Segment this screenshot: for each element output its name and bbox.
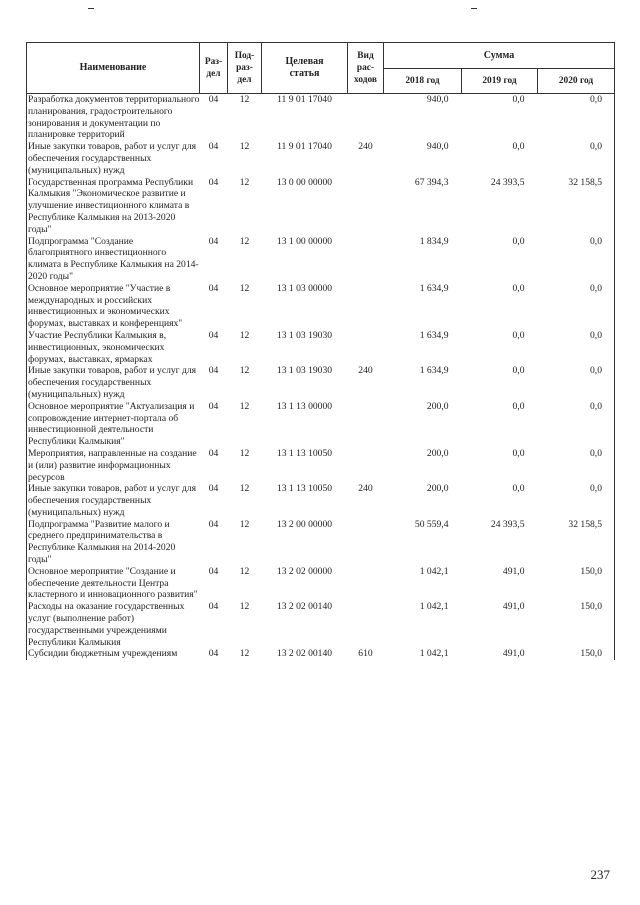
row-sum-2019: 491,0 [502, 565, 525, 577]
row-podrazdel: 12 [239, 518, 250, 530]
row-sum-2020: 0,0 [538, 401, 615, 448]
row-sum-2019: 0,0 [512, 141, 525, 153]
row-podrazdel: 12 [239, 483, 250, 495]
row-name: Основное мероприятие "Участие в международных и российских инвестиционных и экономических форумах, выставках и конференциях" [27, 283, 200, 330]
table-row [27, 483, 615, 518]
row-podrazdel: 12 [239, 282, 250, 294]
header-razdel: Раз-дел [200, 43, 228, 94]
row-podrazdel: 12 [239, 235, 250, 247]
row-name: Подпрограмма "Создание благоприятного инвестиционного климата в Республике Калмыкия на 2014-2020 годы" [28, 235, 199, 282]
row-sum-2020: 150,0 [538, 648, 615, 660]
table-body [27, 94, 615, 661]
row-sum-2018: 200,0 [426, 400, 449, 412]
table-row [27, 519, 615, 566]
row-name: Иные закупки товаров, работ и услуг для обеспечения государственных (муниципальных) нужд [27, 365, 200, 400]
row-sum-2018: 1 042,1 [419, 601, 449, 613]
row-podrazdel: 12 [239, 648, 250, 660]
row-sum-2018: 1 634,9 [419, 329, 449, 341]
table-row [27, 601, 615, 648]
row-sum-2019: 491,0 [502, 648, 525, 660]
row-sum-2018: 200,0 [426, 483, 449, 495]
row-tselevaya: 13 0 00 00000 [276, 176, 333, 188]
table-row [27, 401, 615, 448]
row-sum-2020: 0,0 [538, 236, 615, 283]
row-sum-2018: 67 394,3 [414, 176, 449, 188]
table-row [27, 330, 615, 365]
row-sum-2019: 24 393,5 [490, 518, 525, 530]
table-row [27, 141, 615, 176]
row-name: Государственная программа Республики Калмыкия "Экономическое развитие и улучшение инвестиционного климата в Республике Калмыкия на 2013-2020 годы" [27, 177, 200, 236]
header-summa: Сумма [384, 43, 615, 69]
row-sum-2019: 0,0 [512, 329, 525, 341]
row-razdel: 04 [208, 141, 219, 153]
row-sum-2019: 0,0 [512, 282, 525, 294]
row-sum-2018: 1 634,9 [419, 365, 449, 377]
row-sum-2019: 0,0 [512, 94, 525, 105]
row-podrazdel: 12 [239, 176, 250, 188]
row-sum-2020: 0,0 [538, 365, 615, 400]
row-podrazdel: 12 [239, 365, 250, 377]
header-name: Наименование [27, 43, 200, 94]
row-sum-2019: 491,0 [502, 601, 525, 613]
row-sum-2019: 24 393,5 [490, 176, 525, 188]
row-sum-2020: 150,0 [538, 566, 615, 601]
row-tselevaya: 13 1 13 10050 [276, 447, 333, 459]
table-row [27, 236, 615, 283]
row-sum-2018: 940,0 [426, 94, 449, 105]
row-razdel: 04 [208, 94, 219, 105]
row-podrazdel: 12 [239, 141, 250, 153]
row-sum-2019: 0,0 [512, 483, 525, 495]
row-sum-2019: 0,0 [512, 447, 525, 459]
row-sum-2020: 150,0 [538, 601, 615, 648]
page-number: 237 [590, 867, 610, 882]
row-razdel: 04 [208, 235, 219, 247]
header-year-2018: 2018 год [384, 69, 462, 94]
row-vid: 240 [358, 141, 373, 153]
row-tselevaya: 13 2 00 00000 [276, 518, 333, 530]
header-year-2020: 2020 год [538, 69, 615, 94]
row-name: Разработка документов территориального планирования, градостроительного зонирования и документации по планировке территорий [28, 94, 200, 141]
row-razdel: 04 [208, 365, 219, 377]
row-sum-2018: 940,0 [426, 141, 449, 153]
row-tselevaya: 13 2 02 00140 [276, 648, 333, 660]
row-podrazdel: 12 [239, 565, 250, 577]
row-sum-2020: 32 158,5 [538, 519, 615, 566]
row-tselevaya: 13 1 03 19030 [276, 329, 333, 341]
budget-table [26, 42, 615, 660]
row-name: Участие Республики Калмыкия в, инвестиционных, экономических форумах, выставках, ярмарках [27, 330, 200, 365]
header-vid: Вид рас-ходов [348, 43, 384, 94]
row-vid: 240 [358, 483, 373, 495]
row-vid [348, 236, 384, 283]
row-vid [348, 94, 384, 142]
row-sum-2019: 0,0 [512, 235, 525, 247]
row-name: Основное мероприятие "Актуализация и сопровождение интернет-портала об инвестиционной деятельности Республики Калмыкия" [27, 401, 200, 448]
row-podrazdel: 12 [239, 94, 250, 105]
header-podrazdel: Под-раз-дел [228, 43, 262, 94]
row-name: Иные закупки товаров, работ и услуг для обеспечения государственных (муниципальных) нужд [27, 141, 200, 176]
row-sum-2020: 0,0 [538, 283, 615, 330]
row-sum-2020: 0,0 [538, 330, 615, 365]
row-name: Основное мероприятие "Создание и обеспечение деятельности Центра кластерного и инновационного развития" [28, 565, 198, 601]
row-tselevaya: 13 2 02 00000 [276, 565, 333, 577]
top-right-dash [471, 8, 477, 9]
row-sum-2019: 0,0 [512, 400, 525, 412]
header-year-2019: 2019 год [462, 69, 538, 94]
row-tselevaya: 13 1 03 19030 [276, 365, 333, 377]
row-vid [348, 330, 384, 365]
table-row [27, 365, 615, 400]
row-tselevaya: 11 9 01 17040 [277, 94, 332, 105]
row-sum-2020: 0,0 [538, 94, 615, 142]
row-name: Иные закупки товаров, работ и услуг для обеспечения государственных (муниципальных) нужд [27, 483, 200, 518]
row-tselevaya: 13 1 13 10050 [276, 483, 333, 495]
row-vid: 610 [358, 648, 373, 660]
row-sum-2019: 0,0 [512, 365, 525, 377]
row-vid [348, 448, 384, 483]
row-razdel: 04 [208, 329, 219, 341]
row-tselevaya: 11 9 01 17040 [277, 141, 332, 153]
row-tselevaya: 13 2 02 00140 [276, 601, 333, 613]
row-name: Мероприятия, направленные на создание и (или) развитие информационных ресурсов [27, 448, 200, 483]
row-razdel: 04 [208, 648, 219, 660]
row-sum-2018: 1 042,1 [419, 565, 449, 577]
row-name: Субсидии бюджетным учреждениям [27, 648, 200, 660]
row-vid [348, 566, 384, 601]
row-sum-2020: 32 158,5 [538, 177, 615, 236]
row-razdel: 04 [208, 565, 219, 577]
header-tselevaya: Целевая статья [262, 43, 348, 94]
row-razdel: 04 [208, 447, 219, 459]
table-row [27, 177, 615, 236]
table-row [27, 94, 615, 142]
row-sum-2018: 1 834,9 [419, 235, 449, 247]
row-sum-2020: 0,0 [538, 448, 615, 483]
row-razdel: 04 [208, 282, 219, 294]
row-sum-2018: 1 042,1 [419, 648, 449, 660]
row-sum-2020: 0,0 [538, 141, 615, 176]
row-razdel: 04 [208, 176, 219, 188]
row-vid [348, 401, 384, 448]
row-sum-2018: 200,0 [426, 447, 449, 459]
row-vid: 240 [358, 365, 373, 377]
row-tselevaya: 13 1 03 00000 [276, 282, 333, 294]
top-left-dash [88, 8, 94, 9]
row-podrazdel: 12 [239, 329, 250, 341]
row-vid [348, 283, 384, 330]
row-sum-2018: 50 559,4 [414, 518, 449, 530]
row-tselevaya: 13 1 00 00000 [276, 235, 333, 247]
row-name: Подпрограмма "Развитие малого и среднего предпринимательства в Республике Калмыкия на 2014-2020 годы" [27, 519, 200, 566]
row-podrazdel: 12 [239, 447, 250, 459]
table-row [27, 283, 615, 330]
row-sum-2018: 1 634,9 [419, 282, 449, 294]
row-razdel: 04 [208, 483, 219, 495]
row-vid [348, 601, 384, 648]
row-razdel: 04 [208, 400, 219, 412]
row-razdel: 04 [208, 518, 219, 530]
table-row [27, 648, 615, 660]
row-name: Расходы на оказание государственных услуг (выполнение работ) государственными учреждениями Республики Калмыкия [27, 601, 200, 648]
row-podrazdel: 12 [239, 400, 250, 412]
table-row [27, 566, 615, 601]
table-row [27, 448, 615, 483]
row-podrazdel: 12 [239, 601, 250, 613]
row-razdel: 04 [208, 601, 219, 613]
row-sum-2020: 0,0 [538, 483, 615, 518]
row-vid [348, 519, 384, 566]
row-vid [348, 177, 384, 236]
row-tselevaya: 13 1 13 00000 [276, 400, 333, 412]
